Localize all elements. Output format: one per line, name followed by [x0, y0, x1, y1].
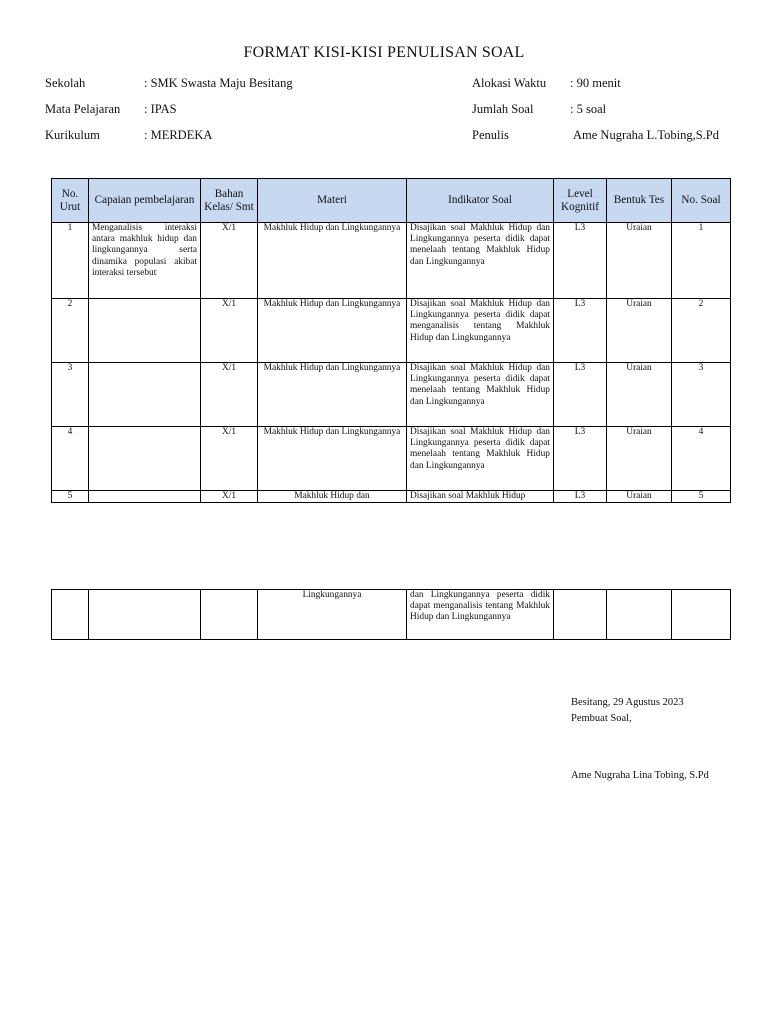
- document-title: FORMAT KISI-KISI PENULISAN SOAL: [243, 44, 525, 61]
- cell-no-soal: 4: [672, 427, 731, 491]
- cell-no: 4: [52, 427, 89, 491]
- cell-bentuk: Uraian: [607, 363, 672, 427]
- table-row-continuation: [52, 590, 731, 640]
- info-label-kurikulum: Kurikulum: [45, 128, 100, 142]
- cell-bentuk: Uraian: [607, 427, 672, 491]
- cell-capaian: [89, 491, 201, 503]
- info-label-sekolah: Sekolah: [45, 76, 86, 90]
- cell-level: L3: [554, 223, 607, 299]
- table-row: [52, 223, 731, 299]
- cell-bahan: X/1: [201, 363, 258, 427]
- table-row: [52, 299, 731, 363]
- cell-no: 5: [52, 491, 89, 503]
- cell-no-soal: [672, 590, 731, 640]
- cell-capaian: Menganalisis interaksi antara makhluk hidup dan lingkungannya serta dinamika populasi akibat interaksi tersebut: [89, 223, 201, 299]
- header-bentuk: Bentuk Tes: [607, 179, 672, 223]
- cell-no-soal: 3: [672, 363, 731, 427]
- info-value-jumlah: : 5 soal: [570, 102, 607, 116]
- cell-capaian: [89, 299, 201, 363]
- cell-bahan: [201, 590, 258, 640]
- header-no-soal: No. Soal: [672, 179, 731, 223]
- cell-bahan: X/1: [201, 299, 258, 363]
- cell-capaian: [89, 363, 201, 427]
- cell-indikator: Disajikan soal Makhluk Hidup dan Lingkungannya peserta didik dapat menelaah tentang Makhluk Hidup dan Lingkungannya: [407, 223, 554, 299]
- info-label-alokasi: Alokasi Waktu: [472, 76, 547, 90]
- info-value-sekolah: : SMK Swasta Maju Besitang: [144, 76, 293, 90]
- cell-level: L3: [554, 299, 607, 363]
- table-row: [52, 363, 731, 427]
- cell-no: 1: [52, 223, 89, 299]
- info-label-jumlah: Jumlah Soal: [472, 102, 534, 116]
- cell-level: [554, 590, 607, 640]
- cell-no: 3: [52, 363, 89, 427]
- cell-no-soal: 2: [672, 299, 731, 363]
- cell-level: L3: [554, 363, 607, 427]
- cell-indikator: dan Lingkungannya peserta didik dapat menganalisis tentang Makhluk Hidup dan Lingkungannya: [407, 590, 554, 640]
- header-level: Level Kognitif: [554, 179, 607, 223]
- signature-name: Ame Nugraha Lina Tobing, S.Pd: [571, 770, 709, 781]
- info-label-mapel: Mata Pelajaran: [45, 102, 121, 116]
- info-value-penulis: Ame Nugraha L.Tobing,S.Pd: [573, 128, 719, 142]
- cell-materi: Makhluk Hidup dan Lingkungannya: [258, 223, 407, 299]
- cell-indikator: Disajikan soal Makhluk Hidup: [407, 491, 554, 503]
- cell-materi: Makhluk Hidup dan Lingkungannya: [258, 427, 407, 491]
- info-value-kurikulum: : MERDEKA: [144, 128, 213, 142]
- cell-no: [52, 590, 89, 640]
- cell-bentuk: Uraian: [607, 491, 672, 503]
- header-materi: Materi: [258, 179, 407, 223]
- cell-no: 2: [52, 299, 89, 363]
- kisi-table: [51, 178, 731, 503]
- header-bahan: Bahan Kelas/ Smt: [201, 179, 258, 223]
- info-value-alokasi: : 90 menit: [570, 76, 621, 90]
- cell-materi: Makhluk Hidup dan Lingkungannya: [258, 299, 407, 363]
- cell-no-soal: 1: [672, 223, 731, 299]
- signature-place-date: Besitang, 29 Agustus 2023: [571, 697, 684, 708]
- signature-role: Pembuat Soal,: [571, 713, 632, 724]
- table-row: [52, 491, 731, 503]
- cell-capaian: [89, 590, 201, 640]
- cell-bentuk: Uraian: [607, 299, 672, 363]
- kisi-table-continuation: [51, 589, 731, 640]
- info-value-mapel: : IPAS: [144, 102, 177, 116]
- cell-no-soal: 5: [672, 491, 731, 503]
- cell-bahan: X/1: [201, 491, 258, 503]
- info-label-penulis: Penulis: [472, 128, 509, 142]
- cell-level: L3: [554, 427, 607, 491]
- cell-indikator: Disajikan soal Makhluk Hidup dan Lingkungannya peserta didik dapat menelaah tentang Makhluk Hidup dan Lingkungannya: [407, 363, 554, 427]
- cell-bahan: X/1: [201, 427, 258, 491]
- cell-bentuk: [607, 590, 672, 640]
- cell-level: L3: [554, 491, 607, 503]
- cell-indikator: Disajikan soal Makhluk Hidup dan Lingkungannya peserta didik dapat menelaah tentang Makhluk Hidup dan Lingkungannya: [407, 427, 554, 491]
- cell-materi: Lingkungannya: [258, 590, 407, 640]
- table-row: [52, 427, 731, 491]
- table-header-row: [52, 179, 731, 223]
- header-capaian: Capaian pembelajaran: [89, 179, 201, 223]
- cell-materi: Makhluk Hidup dan: [258, 491, 407, 503]
- cell-materi: Makhluk Hidup dan Lingkungannya: [258, 363, 407, 427]
- header-no-urut: No. Urut: [52, 179, 89, 223]
- cell-indikator: Disajikan soal Makhluk Hidup dan Lingkungannya peserta didik dapat menganalisis tentang Makhluk Hidup dan Lingkungannya: [407, 299, 554, 363]
- header-indikator: Indikator Soal: [407, 179, 554, 223]
- cell-bentuk: Uraian: [607, 223, 672, 299]
- cell-bahan: X/1: [201, 223, 258, 299]
- cell-capaian: [89, 427, 201, 491]
